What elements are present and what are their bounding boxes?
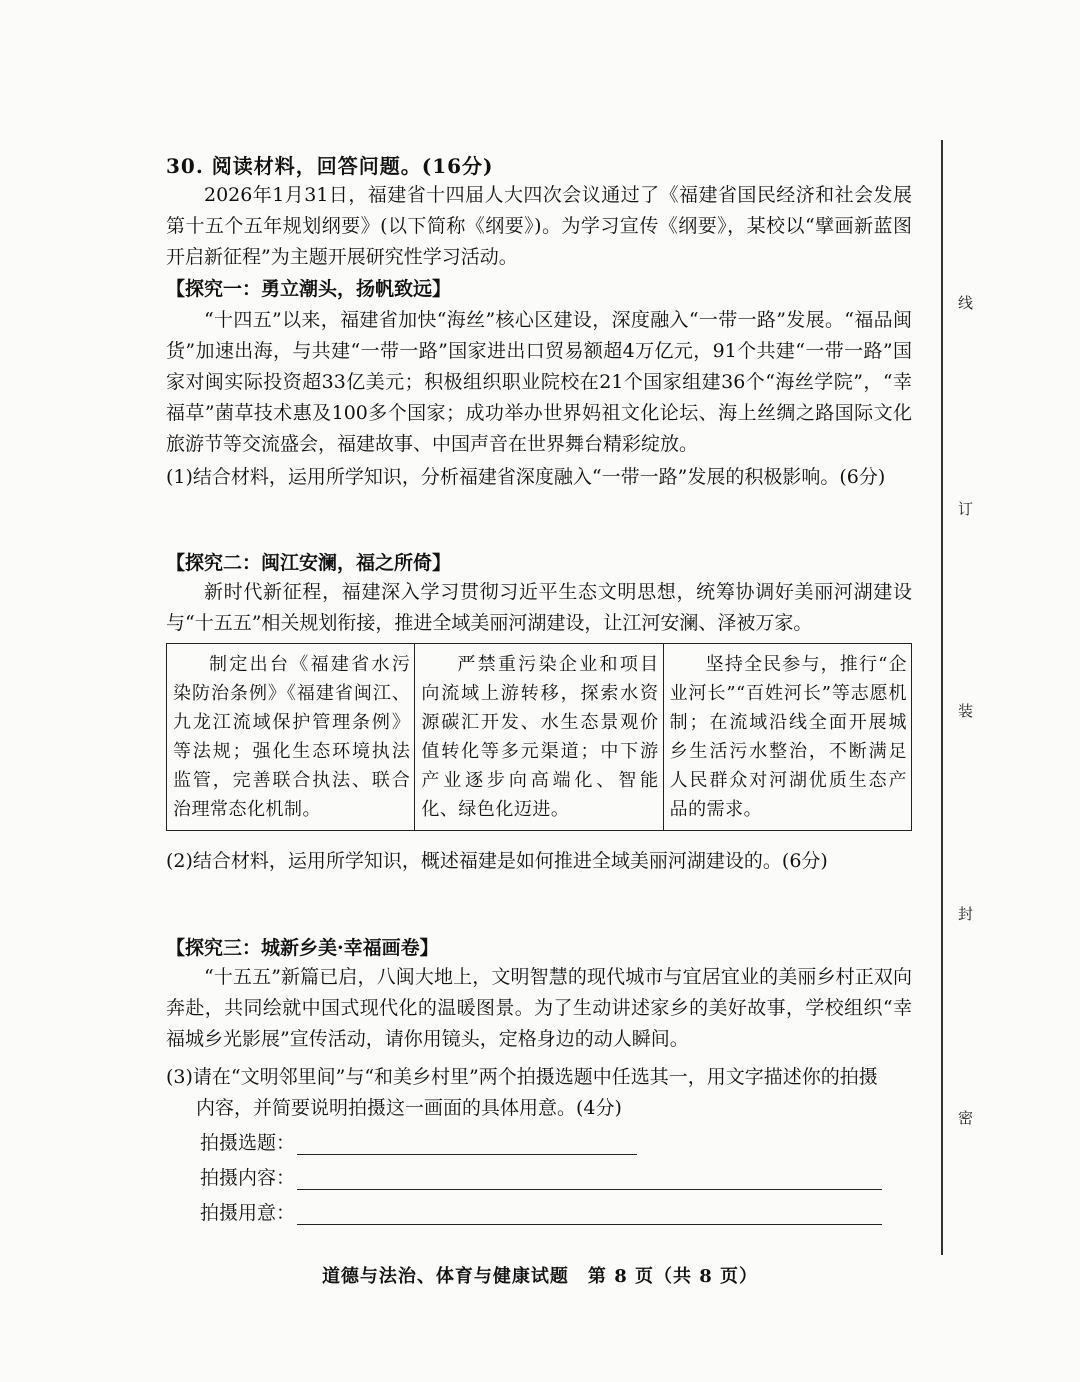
- question-title: 30. 阅读材料，回答问题。(16分): [166, 154, 494, 178]
- question-intro: 2026年1月31日，福建省十四届人大四次会议通过了《福建省国民经济和社会发展第十五个五年规划纲要》(以下简称《纲要》)。为学习宣传《纲要》，某校以“擘画新蓝图 开启新征程”为主题开展研究性学习活动。: [166, 184, 912, 268]
- section2-question: (2)结合材料，运用所学知识，概述福建是如何推进全域美丽河湖建设的。(6分): [166, 850, 828, 872]
- section3-heading: 【探究三：城新乡美·幸福画卷】: [166, 937, 439, 959]
- binding-mark-xian: 线: [958, 294, 974, 312]
- answer-blank-content[interactable]: [297, 1167, 882, 1190]
- section1-heading: 【探究一：勇立潮头，扬帆致远】: [166, 278, 452, 300]
- binding-mark-feng: 封: [958, 905, 974, 923]
- section1-text: “十四五”以来，福建省加快“海丝”核心区建设，深度融入“一带一路”发展。“福品闽货”加速出海，与共建“一带一路”国家进出口贸易额超4万亿元，91个共建“一带一路”国家对闽实际投资超33亿美元；积极组织职业院校在21个国家组建36个“海丝学院”，“幸福草”菌草技术惠及100多个国家；成功举办世界妈祖文化论坛、海上丝绸之路国际文化旅游节等交流盛会，福建故事、中国声音在世界舞台精彩绽放。: [166, 309, 912, 455]
- answer-field-purpose[interactable]: [200, 1198, 882, 1225]
- section2-text: 新时代新征程，福建深入学习贯彻习近平生态文明思想，统筹协调好美丽河湖建设与“十五五”相关规划衔接，推进全域美丽河湖建设，让江河安澜、泽被万家。: [166, 581, 912, 634]
- answer-field-topic[interactable]: [200, 1128, 637, 1155]
- answer-field-content[interactable]: [200, 1163, 882, 1190]
- binding-line: [941, 140, 943, 1255]
- page-footer: 道德与法治、体育与健康试题 第 8 页（共 8 页）: [321, 1266, 759, 1287]
- binding-mark-mi: 密: [958, 1109, 974, 1127]
- table-cell-industry: 严禁重污染企业和项目向流域上游转移，探索水资源碳汇开发、水生态景观价值转化等多元渠道；中下游产业逐步向高端化、智能化、绿色化迈进。: [415, 644, 663, 831]
- section2-heading: 【探究二：闽江安澜，福之所倚】: [166, 552, 452, 574]
- answer-blank-topic[interactable]: [297, 1132, 637, 1155]
- table-cell-law: 制定出台《福建省水污染防治条例》《福建省闽江、九龙江流域保护管理条例》等法规；强化生态环境执法监管，完善联合执法、联合治理常态化机制。: [167, 644, 415, 831]
- section3-question: [166, 1062, 916, 1124]
- section3-text: “十五五”新篇已启，八闽大地上，文明智慧的现代城市与宜居宜业的美丽乡村正双向奔赴，共同绘就中国式现代化的温暖图景。为了生动讲述家乡的美好故事，学校组织“幸福城乡光影展”宣传活动，请你用镜头，定格身边的动人瞬间。: [166, 966, 912, 1050]
- section1-question: (1)结合材料，运用所学知识，分析福建省深度融入“一带一路”发展的积极影响。(6分): [166, 466, 886, 488]
- binding-mark-zhuang: 装: [958, 702, 974, 720]
- answer-label-purpose: 拍摄用意：: [200, 1202, 296, 1224]
- table-cell-public: 坚持全民参与，推行“企业河长”“百姓河长”等志愿机制；在流域沿线全面开展城乡生活污水整治，不断满足人民群众对河湖优质生态产品的需求。: [663, 644, 911, 831]
- answer-blank-purpose[interactable]: [297, 1202, 882, 1225]
- answer-label-content: 拍摄内容：: [200, 1167, 296, 1189]
- table-row: [167, 644, 912, 831]
- binding-mark-ding: 订: [958, 500, 974, 518]
- section3-question-line2: 内容，并简要说明拍摄这一画面的具体用意。(4分): [196, 1097, 622, 1119]
- measures-table: [166, 643, 912, 831]
- answer-label-topic: 拍摄选题：: [200, 1132, 296, 1154]
- section3-question-line1: (3)请在“文明邻里间”与“和美乡村里”两个拍摄选题中任选其一，用文字描述你的拍摄: [166, 1066, 878, 1088]
